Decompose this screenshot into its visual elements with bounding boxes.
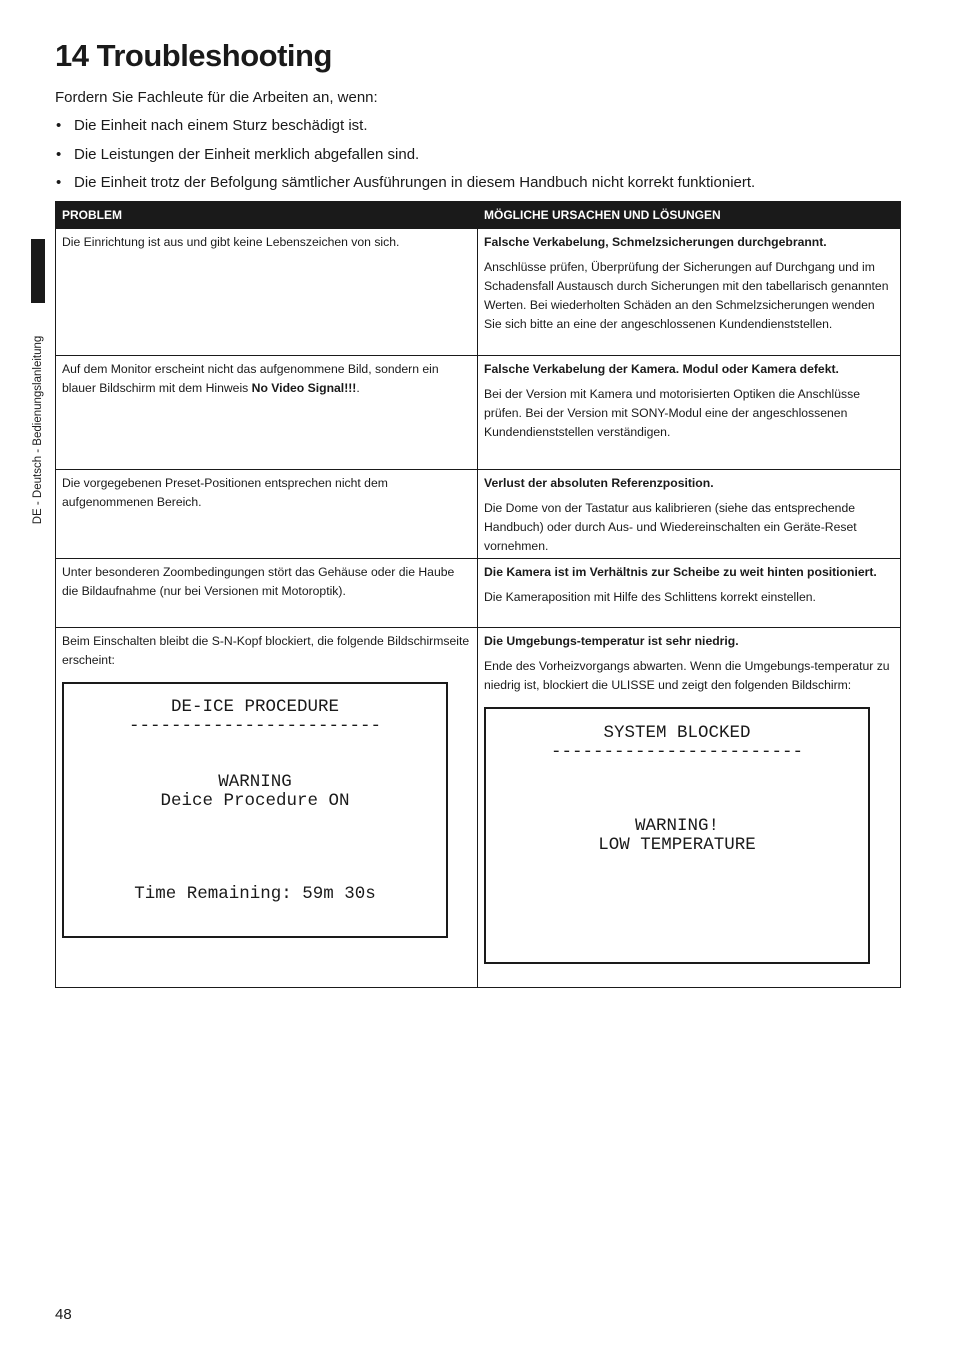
- problem-text-end: .: [356, 381, 360, 395]
- column-header-problem: PROBLEM: [56, 202, 478, 229]
- blocked-screen-warning: WARNING!: [634, 816, 719, 836]
- blocked-screen-rule: ------------------------: [550, 742, 804, 762]
- problem-cell: [56, 628, 478, 988]
- solution-text: Anschlüsse prüfen, Überprüfung der Sicherungen auf Durchgang und im Schadensfall Austausch durch Sicherungen mit den tabellarisch genannten Werten. Bei wiederholten Schäden an den Schmelzsicherungen wenden Sie sich bitte an eine der angeschlossenen Kundendienststellen.: [484, 260, 889, 331]
- table-row: [56, 356, 901, 470]
- solution-cell: [478, 229, 901, 356]
- problem-text: Beim Einschalten bleibt die S-N-Kopf blockiert, die folgende Bildschirmseite erscheint:: [62, 634, 470, 667]
- cause-text: Falsche Verkabelung der Kamera. Modul oder Kamera defekt.: [484, 362, 839, 376]
- problem-cell: Die vorgegebenen Preset-Positionen entsprechen nicht dem aufgenommenen Bereich.: [56, 470, 478, 559]
- table-row: [56, 628, 901, 988]
- list-item: • Die Einheit nach einem Sturz beschädigt ist.: [55, 117, 755, 146]
- section-marker: [31, 239, 45, 303]
- problem-text: Auf dem Monitor erscheint nicht das aufgenommene Bild, sondern ein blauer Bildschirm mit dem Hinweis: [62, 362, 439, 395]
- side-label: DE - Deutsch - Bedienungslanleitung: [32, 335, 44, 525]
- page-title: 14 Troubleshooting: [55, 38, 332, 73]
- table-row: [56, 229, 901, 356]
- deice-screen-warning: WARNING: [218, 772, 292, 792]
- solution-text: Die Dome von der Tastatur aus kalibrieren (siehe das entsprechende Handbuch) oder durch Aus- und Wiedereinschalten ein Geräte-Reset vornehmen.: [484, 501, 857, 553]
- list-item: • Die Leistungen der Einheit merklich abgefallen sind.: [55, 146, 755, 175]
- solution-cell: [478, 470, 901, 559]
- solution-text: Die Kameraposition mit Hilfe des Schlittens korrekt einstellen.: [484, 590, 816, 604]
- deice-screen-time: Time Remaining: 59m 30s: [134, 884, 376, 904]
- column-header-solutions: MÖGLICHE URSACHEN UND LÖSUNGEN: [478, 202, 901, 229]
- cause-text: Verlust der absoluten Referenzposition.: [484, 476, 714, 490]
- solution-text: Bei der Version mit Kamera und motorisierten Optiken die Anschlüsse prüfen. Bei der Version mit SONY-Modul eine der angeschlossenen Kundendienststellen verständigen.: [484, 387, 860, 439]
- problem-cell: [56, 356, 478, 470]
- no-video-signal-text: No Video Signal!!!: [251, 381, 357, 395]
- table-row: [56, 559, 901, 628]
- cause-text: Die Umgebungs-temperatur ist sehr niedrig.: [484, 634, 739, 648]
- deice-screen-rule: ------------------------: [128, 716, 382, 736]
- blocked-screen-message: LOW TEMPERATURE: [598, 835, 756, 855]
- deice-screen: [62, 682, 448, 938]
- cause-text: Die Kamera ist im Verhältnis zur Scheibe zu weit hinten positioniert.: [484, 565, 877, 579]
- blocked-screen-title: SYSTEM BLOCKED: [603, 723, 751, 743]
- problem-cell: Unter besonderen Zoombedingungen stört das Gehäuse oder die Haube die Bildaufnahme (nur bei Versionen mit Motoroptik).: [56, 559, 478, 628]
- system-blocked-screen: [484, 707, 870, 964]
- solution-cell: [478, 628, 901, 988]
- solution-text: Ende des Vorheizvorgangs abwarten. Wenn die Umgebungs-temperatur zu niedrig ist, blockiert die ULISSE und zeigt den folgenden Bildschirm:: [484, 659, 890, 692]
- table-row: [56, 470, 901, 559]
- bullet-list: [55, 117, 755, 203]
- solution-cell: [478, 559, 901, 628]
- list-item: • Die Einheit trotz der Befolgung sämtlicher Ausführungen in diesem Handbuch nicht korrekt funktioniert.: [55, 174, 755, 203]
- troubleshooting-table: [55, 201, 901, 988]
- problem-cell: Die Einrichtung ist aus und gibt keine Lebenszeichen von sich.: [56, 229, 478, 356]
- cause-text: Falsche Verkabelung, Schmelzsicherungen durchgebrannt.: [484, 235, 827, 249]
- page-number: 48: [55, 1306, 72, 1323]
- deice-screen-title: DE-ICE PROCEDURE: [170, 697, 340, 717]
- intro-text: Fordern Sie Fachleute für die Arbeiten an, wenn:: [55, 89, 378, 106]
- table-header-row: [56, 202, 901, 229]
- solution-cell: [478, 356, 901, 470]
- deice-screen-message: Deice Procedure ON: [160, 791, 350, 811]
